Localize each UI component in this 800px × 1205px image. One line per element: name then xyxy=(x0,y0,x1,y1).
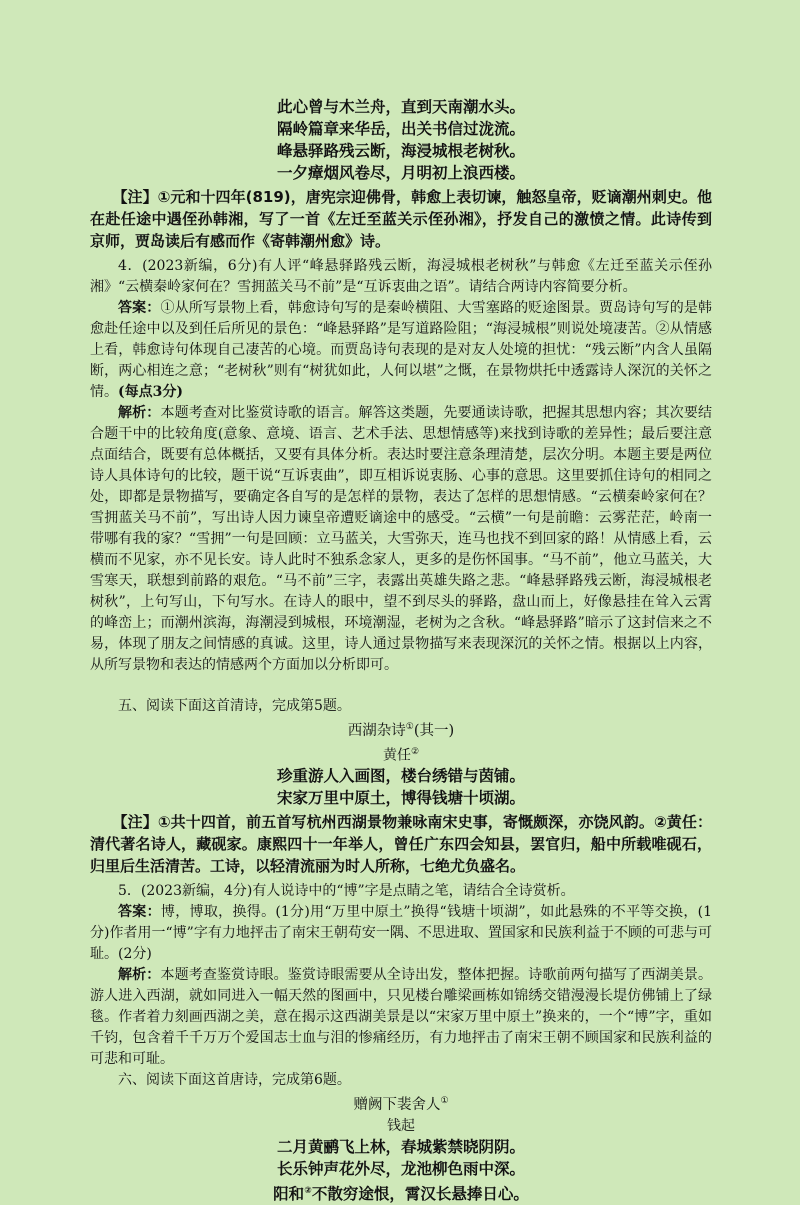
q5-analysis xyxy=(90,965,712,1070)
poem1-note: 【注】①元和十四年(819)，唐宪宗迎佛骨，韩愈上表切谏，触怒皇帝，贬谪潮州刺史。他在赴任途中遇侄孙韩湘，写了一首《左迁至蓝关示侄孙湘》，抒发自己的激愤之情。此诗传到京师，贾岛读后有感而作《寄韩潮州愈》诗。 xyxy=(90,188,712,250)
title-suffix: (其一) xyxy=(413,722,455,739)
section5-heading: 五、阅读下面这首清诗，完成第5题。 xyxy=(118,698,351,714)
answer-score: (每点3分) xyxy=(118,384,183,400)
footnote-mark: ② xyxy=(410,746,420,757)
poem2-note: 【注】①共十四首，前五首写杭州西湖景物兼咏南宋史事，寄慨颇深，亦饶风韵。②黄任：清代著名诗人，藏砚家。康熙四十一年举人，曾任广东四会知县，罢官归，船中所载唯砚石，归里后生活清苦。工诗，以轻清流丽为时人所称，七绝尤负盛名。 xyxy=(90,813,712,876)
poem-line: 二月黄鹂飞上林，春城紫禁晓阴阴。 xyxy=(276,1138,525,1157)
answer-label: 答案： xyxy=(118,904,161,921)
poem2-author xyxy=(90,742,712,766)
title-text: 赠阙下裴舍人 xyxy=(353,1097,441,1114)
poem-line: 隔岭篇章来华岳，出关书信过泷流。 xyxy=(276,120,525,138)
poem-line: 此心曾与木兰舟，直到天南潮水头。 xyxy=(276,98,525,116)
q4-question: 4．(2023新编，6分)有人评“峰悬驿路残云断，海浸城根老树秋”与韩愈《左迁至蓝关示侄孙湘》“云横秦岭家何在？雪拥蓝关马不前”是“互诉衷曲之语”。请结合两诗内容简要分析。 xyxy=(90,258,712,295)
poem-line: 宋家万里中原土，博得钱塘十顷湖。 xyxy=(276,789,525,808)
section6-heading: 六、阅读下面这首唐诗，完成第6题。 xyxy=(118,1072,351,1089)
q5-answer xyxy=(90,902,712,965)
answer-label: 答案： xyxy=(118,300,161,316)
analysis-text: 本题考查鉴赏诗眼。鉴赏诗眼需要从全诗出发，整体把握。诗歌前两句描写了西湖美景。游人进入西湖，就如同进入一幅天然的图画中，只见楼台雕梁画栋如锦绣交错漫漫长堤仿佛铺上了绿毯。作者着力刻画西湖之美，意在揭示这西湖美景是以“宋家万里中原土”换来的，一个“博”字，重如千钧，包含着千千万万个爱国志士血与泪的惨痛经历，有力地抨击了南宋王朝不顾国家和民族利益的可悲和可耻。 xyxy=(90,967,713,1068)
title-text: 西湖杂诗 xyxy=(347,722,406,739)
poem2-title xyxy=(90,717,712,742)
analysis-text: 本题考查对比鉴赏诗歌的语言。解答这类题，先要通读诗歌，把握其思想内容；其次要结合题干中的比较角度(意象、意境、语言、艺术手法、思想情感等)来找到诗歌的差异性；最后要注意点面结合，既要有总体概括，又要有具体分析。表达时要注意条理清楚，层次分明。本题主要是两位诗人具体诗句的比较，题干说“互诉衷曲”，即互相诉说衷肠、心事的意思。这里要抓住诗句的相同之处，即都是景物描写，要确定各自写的是怎样的景物，表达了怎样的思想情感。“云横秦岭家何在？雪拥蓝关马不前”，写出诗人因力谏皇帝遭贬谪途中的感受。“云横”一句是前瞻：云雾茫茫，岭南一带哪有我的家？“雪拥”一句是回顾：立马蓝关，大雪弥天，连马也找不到回家的路！从情感上看，云横而不见家，亦不见长安。诗人此时不独系念家人，更多的是伤怀国事。“马不前”，他立马蓝关，大雪寒天，联想到前路的艰危。“马不前”三字，表露出英雄失路之悲。“峰悬驿路残云断，海浸城根老树秋”，上句写山，下句写水。在诗人的眼中，望不到尽头的驿路，盘山而上，好像悬挂在耸入云霄的峰峦上；而潮州滨海，海潮浸到城根，环境潮湿，老树为之含秋。“峰悬驿路”暗示了这封信来之不易，体现了朋友之间情感的真诚。这里，诗人通过景物描写来表现深沉的关怀之情。根据以上内容，从所写景物和表达的情感两个方面加以分析即可。 xyxy=(90,405,713,673)
footnote-mark: ① xyxy=(405,722,414,732)
footnote-mark: ① xyxy=(440,1096,449,1107)
poem-line: 一夕瘴烟风卷尽，月明初上浪西楼。 xyxy=(276,164,525,182)
poem3-author: 钱起 xyxy=(387,1118,415,1135)
q4-analysis xyxy=(90,403,712,676)
footnote-mark: ② xyxy=(304,1186,312,1197)
analysis-label: 解析： xyxy=(118,405,161,421)
line-text: 阳和 xyxy=(273,1185,305,1204)
answer-text: ①从所写景物上看，韩愈诗句写的是秦岭横阻、大雪塞路的贬途图景。贾岛诗句写的是韩愈赴任途中以及到任后所见的景色：“峰悬驿路”是写道路险阻；“海浸城根”则说处境凄苦。②从情感上看，韩愈诗句体现自己凄苦的心境。而贾岛诗句表现的是对友人处境的担忧：“残云断”内含人虽隔断，两心相连之意；“老树秋”则有“树犹如此，人何以堪”之慨，在景物烘托中透露诗人深沉的关怀之情。 xyxy=(90,300,713,400)
line-text: 不散穷途恨，霄汉长悬捧日心。 xyxy=(311,1185,529,1204)
answer-text: 博，博取，换得。(1分)用“万里中原土”换得“钱塘十顷湖”，如此悬殊的不平等交换，(1分)作者用一“博”字有力地抨击了南宋王朝苟安一隅、不思进取、置国家和民族利益于不顾的可悲与可耻。(2分) xyxy=(90,904,713,963)
poem-line: 珍重游人入画图，楼台绣错与茵铺。 xyxy=(276,767,525,786)
poem1 xyxy=(90,96,712,184)
poem-line: 长乐钟声花外尽，龙池柳色雨中深。 xyxy=(276,1160,525,1179)
author-text: 黄任 xyxy=(382,747,411,764)
poem-line: 峰悬驿路残云断，海浸城根老树秋。 xyxy=(276,142,525,160)
q4-answer xyxy=(90,298,712,403)
analysis-label: 解析： xyxy=(118,967,161,984)
poem3-title xyxy=(90,1091,712,1116)
q5-question: 5．(2023新编，4分)有人说诗中的“博”字是点睛之笔，请结合全诗赏析。 xyxy=(118,883,575,900)
poem-line xyxy=(90,1180,712,1205)
